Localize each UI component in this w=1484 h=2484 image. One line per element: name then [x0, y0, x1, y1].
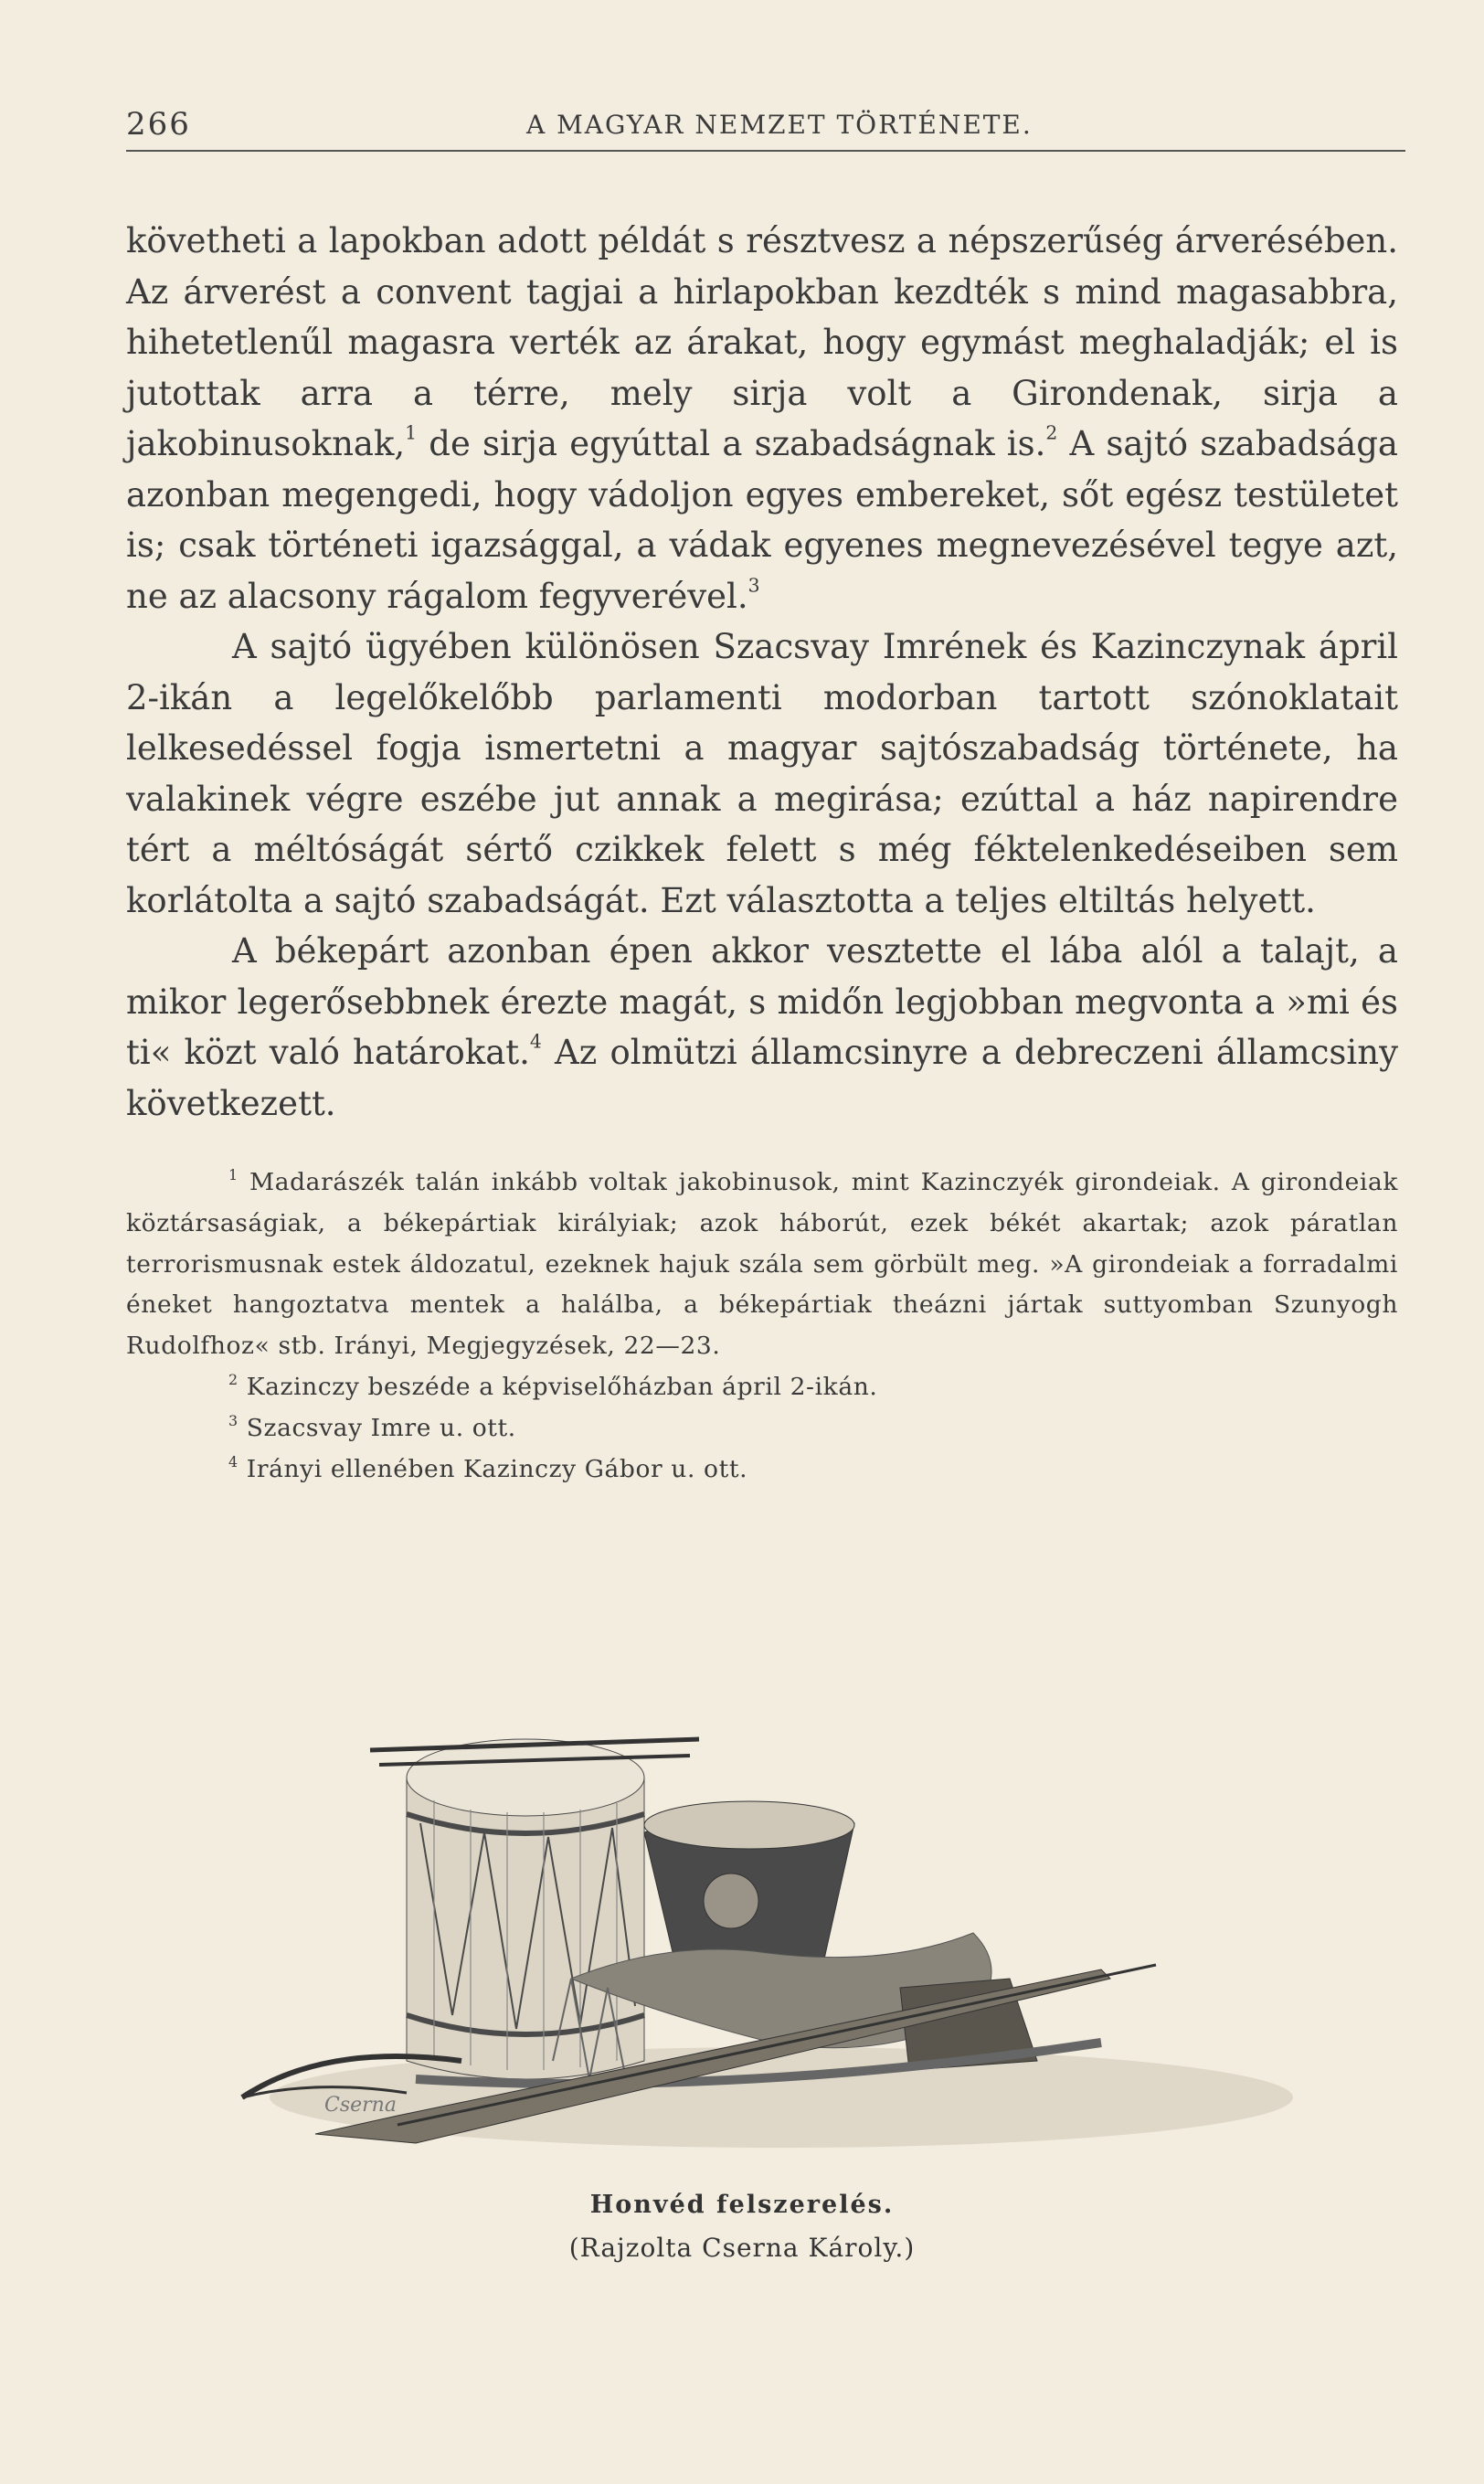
- paragraph: [126, 926, 1398, 1129]
- illustration-caption-title: Honvéd felszerelés.: [589, 2191, 895, 2219]
- running-head: A MAGYAR NEMZET TÖRTÉNETE.: [526, 110, 1033, 140]
- paragraph: [126, 621, 1398, 926]
- text-span: A sajtó ügyében különösen Szacsvay Imrének és Kazinczynak ápril 2-ikán a legelőkelőbb parlamenti modorban tartott szónoklatait lelkesedéssel fogja ismertetni a magyar sajtószabadság története, ha valakinek végre eszébe jut annak a megirása; ezúttal a ház napirendre tért a méltóságát sértő czikkek felett s még féktelenkedéseiben sem korlátolta a sajtó szabadságát. Ezt választotta a teljes eltiltás helyett.: [126, 627, 1398, 920]
- text-span: A sajtó szabadsága azonban megengedi, hogy vádoljon egyes embereket, sőt egész testületet is; csak történeti igazsággal, a vádak egyenes megnevezésével tegye azt, ne az alacsony rágalom fegyverével.: [126, 424, 1398, 616]
- paragraph: [126, 216, 1398, 621]
- page-number: 266: [126, 106, 191, 143]
- illustration-caption-credit: (Rajzolta Cserna Károly.): [568, 2233, 916, 2263]
- text-span: A békepárt azonban épen akkor vesztette el lába alól a talajt, a mikor legerősebbnek érezte magát, s midőn legjobban megvonta a »mi és ti« közt való határokat.: [126, 931, 1398, 1072]
- drum-drawing: [407, 1739, 644, 2079]
- footnote-mark: 4: [228, 1452, 238, 1470]
- footnote-ref: 1: [405, 421, 418, 444]
- footnote: [126, 1367, 1398, 1408]
- footnote-mark: 3: [228, 1411, 238, 1429]
- footnote-ref: 3: [747, 574, 760, 597]
- footnotes: [126, 1162, 1398, 1490]
- footnote-text: Madarászék talán inkább voltak jakobinusok, mint Kazinczyék girondeiak. A girondeiak köztársaságiak, a békepártiak királyiak; azok háborút, ezek békét akartak; azok páratlan terrorismusnak estek áldozatul, ezeknek hajuk szála sem görbült meg. »A girondeiak a forradalmi éneket hangoztatva mentek a halálba, a békepártiak theázni jártak suttyomban Szunyogh Rudolfhoz« stb. Irányi, Megjegyzések, 22—23.: [126, 1168, 1398, 1361]
- artist-signature: Cserna: [324, 2094, 397, 2117]
- footnote: [126, 1449, 1398, 1491]
- text-span: de sirja egyúttal a szabadságnak is.: [429, 424, 1046, 463]
- footnote-text: Kazinczy beszéde a képviselőházban ápril 2-ikán.: [246, 1372, 878, 1401]
- footnote: [126, 1162, 1398, 1367]
- text-span: Az olmützi államcsinyre a debreczeni államcsiny következett.: [126, 1033, 1398, 1123]
- body-text: [126, 216, 1398, 1129]
- text-span: követheti a lapokban adott példát s résztvesz a népszerűség árverésében. Az árverést a convent tagjai a hirlapokban kezdték s mind magasabbra, hihetetlenűl magasra verték az árakat, hogy egymást meghaladják; el is jutottak arra a térre, mely sirja volt a Girondenak, sirja a jakobinusoknak,: [126, 221, 1398, 463]
- page-header: [126, 102, 1405, 152]
- footnote-text: Irányi ellenében Kazinczy Gábor u. ott.: [246, 1454, 748, 1483]
- footnote-mark: 2: [228, 1370, 238, 1388]
- honved-equipment-illustration: [187, 1586, 1302, 2171]
- footnote-ref: 4: [529, 1030, 542, 1053]
- footnote-ref: 2: [1045, 421, 1058, 444]
- footnote: [126, 1408, 1398, 1449]
- footnote-text: Szacsvay Imre u. ott.: [246, 1413, 516, 1442]
- footnote-mark: 1: [228, 1165, 238, 1184]
